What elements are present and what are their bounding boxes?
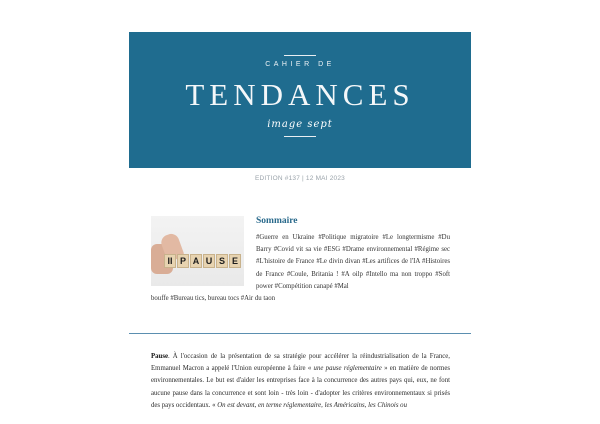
brand-logo: image sept (267, 119, 333, 130)
sommaire-heading: Sommaire (256, 216, 298, 226)
section-divider (129, 333, 471, 334)
article-text: » en matière de normes environnementales. Le but est d'aider les entreprises face à la concurrence des autres pays qui, eux, ne font aucune pause dans la concurrence et sont loin - très loin - d'adopter les critères environnementaux si prisés des pays occidentaux. « (151, 365, 450, 409)
banner-kicker: CAHIER DE (265, 61, 335, 68)
letter-block: II (164, 254, 176, 268)
letter-block: P (177, 254, 189, 268)
banner-bottom-rule (284, 136, 316, 137)
article-lead: Pause (151, 353, 168, 360)
letter-block: S (216, 254, 228, 268)
banner-top-rule (284, 55, 316, 56)
letter-block: A (190, 254, 202, 268)
article-quote: une pause réglementaire (313, 365, 382, 373)
banner-title: TENDANCES (185, 77, 415, 112)
sommaire-tags: #Guerre en Ukraine #Politique migratoire #Le longtermisme #Du Barry #Covid vit sa vie #ESG #Drame environnemental #Régime sec #L'histoire de France #Le divin divan #Les artifices de l'IA #Histoires de France #Coule, Britania ! #A oilp #Intello ma non troppo #Soft power #Compétition canapé #Mal (256, 234, 450, 290)
sommaire-tags-continued: bouffe #Bureau tics, bureau tocs #Air du taon (151, 295, 276, 302)
header-banner (129, 32, 471, 168)
article-quote: On est devant, en terme réglementaire, les Américains, les Chinois ou (217, 401, 407, 409)
letter-block: U (203, 254, 215, 268)
letter-block: E (229, 254, 241, 268)
article-text: . À l'occasion de la présentation de sa stratégie pour accélérer la réindustrialisation de la France, Emmanuel Macron a appelé l'Union européenne à faire « (151, 353, 450, 373)
pause-thumbnail (151, 216, 244, 286)
article-body (151, 351, 450, 412)
letter-blocks (164, 254, 241, 268)
edition-line: EDITION #137 | 12 MAI 2023 (255, 175, 345, 182)
